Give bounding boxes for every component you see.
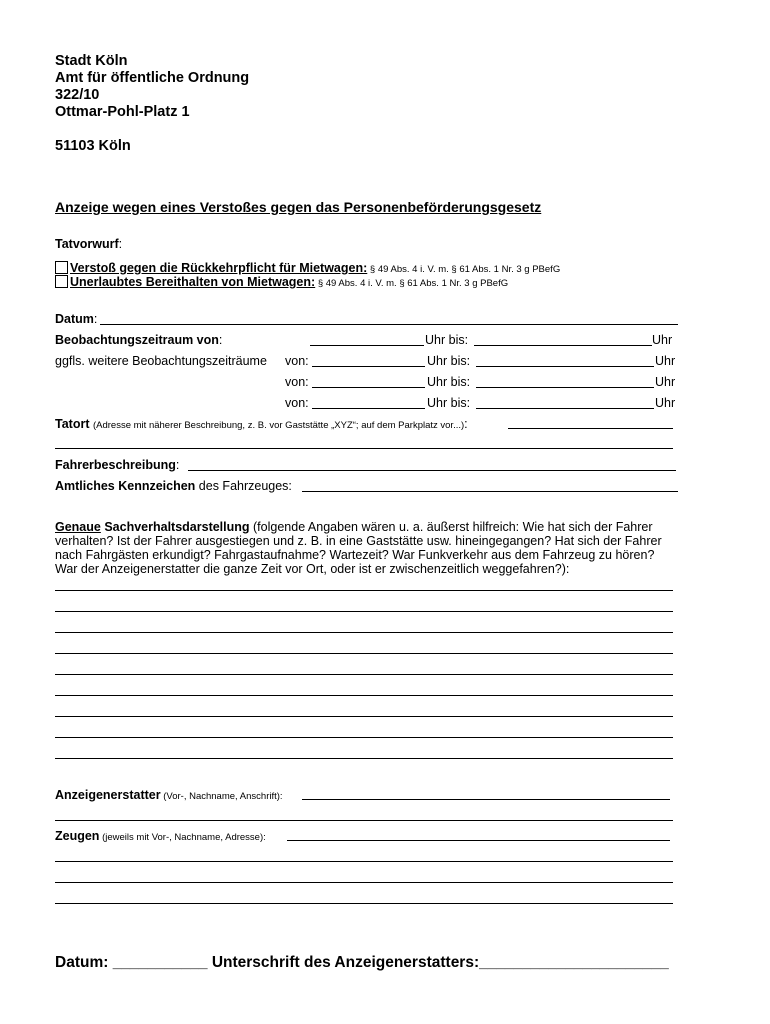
zeugen-line[interactable] [55, 903, 673, 904]
option-rueckkehrpflicht-label: Verstoß gegen die Rückkehrpflicht für Mietwagen: [70, 261, 368, 275]
sachverhalt-line[interactable] [55, 674, 673, 675]
anzeigenerstatter-label: Anzeigenerstatter (Vor-, Nachname, Anschrift): [55, 788, 283, 802]
option-rueckkehrpflicht-ref: § 49 Abs. 4 i. V. m. § 61 Abs. 1 Nr. 3 g PBefG [367, 264, 561, 275]
fahrerbeschreibung-label: Fahrerbeschreibung: [55, 458, 180, 472]
recipient-address [55, 53, 249, 155]
uhr-bis-label: Uhr bis: [427, 375, 471, 389]
beobachtung-label: Beobachtungszeitraum von: [55, 333, 223, 347]
checkbox-bereithalten[interactable] [55, 275, 68, 288]
signature-line: Datum: ___________ Unterschrift des Anzeigenerstatters:______________________ [55, 954, 669, 971]
weitere-bis-field[interactable] [476, 408, 654, 409]
beobachtung-bis-field[interactable] [474, 345, 652, 346]
sachverhalt-line[interactable] [55, 758, 673, 759]
address-line-2: Amt für öffentliche Ordnung [55, 70, 250, 86]
sachverhalt-line[interactable] [55, 653, 673, 654]
von-label: von: [285, 396, 309, 410]
tatvorwurf-heading: Tatvorwurf: [55, 237, 123, 251]
uhr-label: Uhr [655, 396, 676, 410]
sachverhalt-line[interactable] [55, 737, 673, 738]
sachverhalt-line[interactable] [55, 590, 673, 591]
sachverhalt-instructions: Genaue Sachverhaltsdarstellung (folgende Angaben wären u. a. äußerst hilfreich: Wie hat sich der Fahrer verhalten? Ist der Fahrer ausgestiegen und z. B. in eine Gaststätte usw. hineingegangen? Hat sich der Fahrer nach Fahrgästen erkundigt? Fahrgastaufnahme? Wartezeit? War Funkverkehr aus dem Fahrzeug zu hören? War der Anzeigenerstatter die ganze Zeit vor Ort, oder ist er zwischenzeitlich weggefahren?): [55, 520, 662, 576]
option-bereithalten-label: Unerlaubtes Bereithalten von Mietwagen: [70, 275, 316, 289]
anzeigenerstatter-field[interactable] [302, 799, 670, 800]
tatort-field-2[interactable] [55, 448, 673, 449]
weitere-bis-field[interactable] [476, 366, 654, 367]
address-line-3: 322/10 [55, 87, 100, 103]
uhr-bis-label: Uhr bis: [427, 396, 471, 410]
weitere-von-field[interactable] [312, 366, 425, 367]
zeugen-label: Zeugen (jeweils mit Vor-, Nachname, Adresse): [55, 829, 266, 843]
option-rueckkehrpflicht[interactable] [55, 261, 560, 275]
kennzeichen-label: Amtliches Kennzeichen des Fahrzeuges: [55, 479, 292, 493]
tatort-field[interactable] [508, 428, 673, 429]
uhr-label: Uhr [652, 333, 673, 347]
address-line-1: Stadt Köln [55, 53, 128, 69]
uhr-label: Uhr [655, 354, 676, 368]
uhr-bis-label: Uhr bis: [425, 333, 469, 347]
fahrerbeschreibung-field[interactable] [188, 470, 676, 471]
zeugen-line[interactable] [55, 882, 673, 883]
form-title: Anzeige wegen eines Verstoßes gegen das Personenbeförderungsgesetz [55, 199, 542, 215]
beobachtung-von-field[interactable] [310, 345, 424, 346]
option-bereithalten[interactable] [55, 275, 508, 289]
sachverhalt-line[interactable] [55, 632, 673, 633]
kennzeichen-field[interactable] [302, 491, 678, 492]
datum-field[interactable] [100, 324, 678, 325]
von-label: von: [285, 375, 309, 389]
address-line-5: 51103 Köln [55, 138, 131, 154]
weitere-von-field[interactable] [312, 408, 425, 409]
weitere-von-field[interactable] [312, 387, 425, 388]
zeugen-field[interactable] [287, 840, 670, 841]
sachverhalt-line[interactable] [55, 611, 673, 612]
zeugen-line[interactable] [55, 861, 673, 862]
tatort-label: Tatort (Adresse mit näherer Beschreibung, z. B. vor Gaststätte „XYZ“; auf dem Parkplatz vor...): [55, 417, 468, 431]
datum-label: Datum: [55, 312, 98, 326]
address-line-4: Ottmar-Pohl-Platz 1 [55, 104, 190, 120]
weitere-zeitraeume-label: ggfls. weitere Beobachtungszeiträume [55, 354, 267, 368]
uhr-bis-label: Uhr bis: [427, 354, 471, 368]
von-label: von: [285, 354, 309, 368]
anzeigenerstatter-field-2[interactable] [55, 820, 673, 821]
option-bereithalten-ref: § 49 Abs. 4 i. V. m. § 61 Abs. 1 Nr. 3 g PBefG [315, 278, 509, 289]
uhr-label: Uhr [655, 375, 676, 389]
checkbox-rueckkehrpflicht[interactable] [55, 261, 68, 274]
sachverhalt-line[interactable] [55, 695, 673, 696]
sachverhalt-line[interactable] [55, 716, 673, 717]
weitere-bis-field[interactable] [476, 387, 654, 388]
